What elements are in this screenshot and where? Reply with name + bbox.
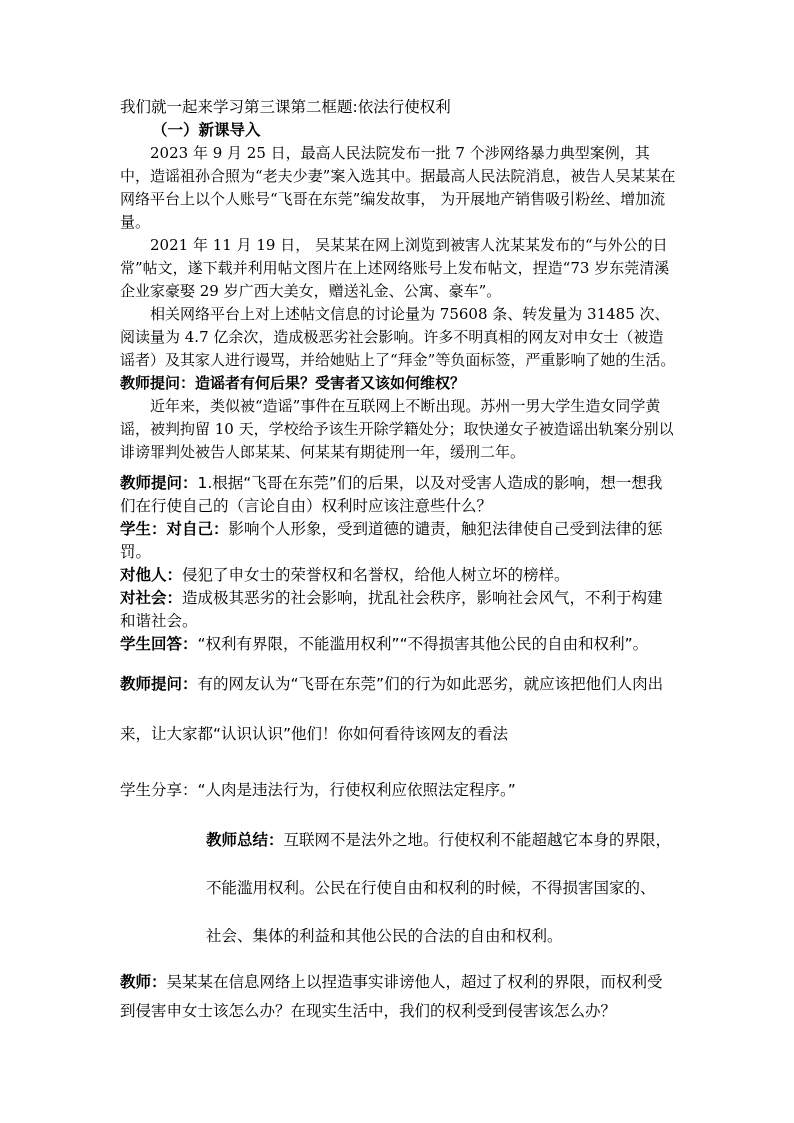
teacher-summary-text-1: 互联网不是法外之地。行使权利不能超越它本身的界限， — [283, 831, 672, 849]
lesson-title: 我们就一起来学习第三课第二框题:依法行使权利 — [120, 98, 451, 116]
teacher-question-1-text: 造谣者有何后果？受害者又该如何维权？ — [195, 374, 466, 392]
teacher-question-2 — [120, 472, 676, 518]
teacher-question-1-label: 教师提问： — [120, 374, 196, 392]
student-share: 学生分享：“人肉是违法行为，行使权利应依照法定程序。” — [120, 781, 516, 799]
teacher-question-3-label: 教师提问： — [120, 675, 198, 693]
teacher-final-question — [120, 968, 676, 1026]
student-answer-self-text: 影响个人形象，受到道德的谴责，触犯法律使自己受到法律的惩罚。 — [120, 520, 663, 561]
teacher-summary-line-2: 不能滥用权利。公民在行使自由和权利的时候，不得损害国家的、 — [206, 879, 656, 897]
student-answer-summary-text: “权利有界限，不能滥用权利”“不得损害其他公民的自由和权利”。 — [197, 635, 649, 653]
teacher-question-3-line-1 — [120, 664, 676, 704]
teacher-final-label: 教师： — [120, 973, 167, 991]
case-paragraph-1: 2023 年 9 月 25 日，最高人民法院发布一批 7 个涉网络暴力典型案例，其中，造谣祖孙合照为“老夫少妻”案入选其中。据最高人民法院消息，被告人吴某某在网络平台上以个人账号“飞哥在东莞”编发故事， 为开展地产销售吸引粉丝、增加流量。 — [120, 144, 676, 231]
document-body — [120, 96, 676, 1026]
student-answer-self-label: 学生：对自己： — [120, 520, 229, 538]
student-answer-society-text: 造成极其恶劣的社会影响，扰乱社会秩序，影响社会风气，不利于构建和谐社会。 — [120, 589, 663, 630]
case-paragraph-4: 近年来，类似被“造谣”事件在互联网上不断出现。苏州一男大学生造女同学黄谣，被判拘留 10 天，学校给予该生开除学籍处分；取快递女子被造谣出轨案分别以诽谤罪判处被告人郎某某、何某某有期徒刑一年，缓刑二年。 — [120, 397, 674, 461]
student-answer-self — [120, 518, 676, 564]
student-answer-summary — [120, 633, 676, 656]
case-paragraph-3: 相关网络平台上对上述帖文信息的讨论量为 75608 条、转发量为 31485 次、阅读量为 4.7 亿余次，造成极恶劣社会影响。许多不明真相的网友对申女士（被造谣者）及其家人进行谩骂，并给她贴上了“拜金”等负面标签，严重影响了她的生活。 — [120, 305, 676, 369]
student-answer-society-label: 对社会： — [120, 589, 183, 607]
spacer — [120, 656, 676, 664]
teacher-summary-line-1 — [206, 816, 676, 864]
teacher-summary — [206, 816, 676, 960]
student-answer-others-label: 对他人： — [120, 566, 183, 584]
teacher-question-1 — [120, 372, 676, 395]
student-answer-society — [120, 587, 676, 633]
student-answer-summary-label: 学生回答： — [120, 635, 198, 653]
spacer — [120, 464, 676, 472]
teacher-question-3-line-2: 来，让大家都“认识认识”他们！你如何看待该网友的看法 — [120, 725, 509, 743]
case-paragraph-2: 2021 年 11 月 19 日， 吴某某在网上浏览到被害人沈某某发布的“与外公的日常”帖文，遂下载并利用帖文图片在上述网络账号上发布帖文，捏造“73 岁东莞清溪企业家豪娶 29 岁广西大美女，赠送礼金、公寓、豪车”。 — [120, 236, 670, 300]
teacher-summary-line-3: 社会、集体的利益和其他公民的合法的自由和权利。 — [206, 927, 563, 945]
teacher-summary-label: 教师总结： — [206, 831, 284, 849]
teacher-question-2-text: 1.根据“飞哥在东莞”们的后果，以及对受害人造成的影响，想一想我们在行使自己的（言论自由）权利时应该注意些什么？ — [120, 474, 663, 515]
teacher-question-3-text: 有的网友认为“飞哥在东莞”们的行为如此恶劣，就应该把他们人肉出 — [197, 675, 664, 693]
teacher-question-2-label: 教师提问： — [120, 474, 198, 492]
teacher-final-text: 吴某某在信息网络上以捏造事实诽谤他人，超过了权利的界限，而权利受到侵害申女士该怎么办？在现实生活中，我们的权利受到侵害该怎么办？ — [120, 973, 663, 1020]
section-heading: （一）新课导入 — [152, 121, 261, 139]
student-answer-others-text: 侵犯了申女士的荣誉权和名誉权，给他人树立坏的榜样。 — [182, 566, 570, 584]
spacer — [120, 960, 676, 968]
student-answer-others — [120, 564, 676, 587]
